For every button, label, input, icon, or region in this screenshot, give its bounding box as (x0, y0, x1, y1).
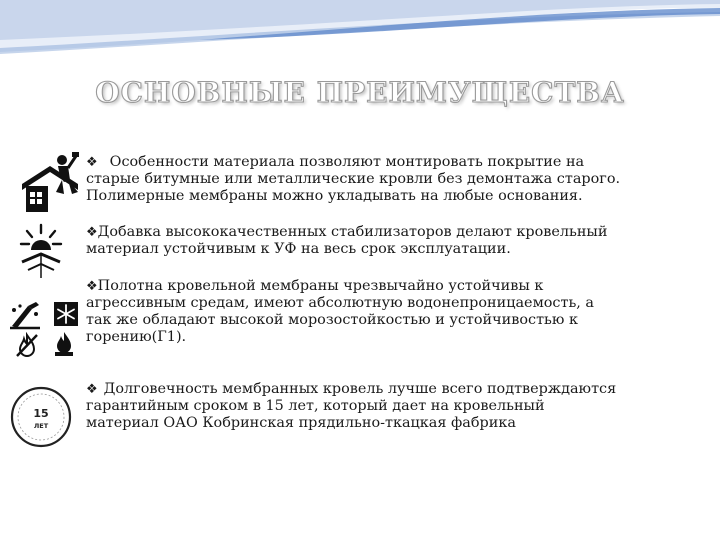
paragraph-line: старые битумные или металлические кровли без демонтажа старого. (86, 171, 621, 187)
paragraph-mounting (86, 154, 682, 205)
bullet-icon: ❖ (86, 279, 98, 294)
flame-icon (52, 330, 76, 358)
snowflake-icon (54, 302, 78, 326)
paragraph-line: ❖Полотна кровельной мембраны чрезвычайно устойчивы к (86, 278, 544, 294)
paragraph-line: ❖ Долговечность мембранных кровель лучше всего подтверждаются (86, 381, 617, 397)
bullet-icon: ❖ (86, 155, 98, 170)
paragraph-line: материал ОАО Кобринская прядильно-ткацкая фабрика (86, 415, 516, 431)
bullet-icon: ❖ (86, 382, 98, 397)
badge-unit: ЛЕТ (33, 422, 49, 430)
badge-number: 15 (33, 407, 49, 420)
paragraph-line: Полимерные мембраны можно укладывать на любые основания. (86, 188, 583, 204)
paragraph-line: агрессивным средам, имеют абсолютную водонепроницаемость, а (86, 295, 595, 311)
roofer-icon (20, 150, 80, 214)
warranty-badge-icon (10, 386, 72, 448)
no-fire-icon (14, 332, 40, 358)
paragraph-line: материал устойчивым к УФ на весь срок эксплуатации. (86, 241, 511, 257)
bullet-icon: ❖ (86, 225, 98, 240)
paragraph-resistance (86, 278, 682, 346)
paragraph-uv (86, 224, 682, 258)
sun-uv-icon (18, 222, 64, 280)
paragraph-line: ❖ Особенности материала позволяют монтировать покрытие на (86, 154, 585, 170)
paragraph-line: горению(Г1). (86, 329, 187, 345)
paragraph-line: ❖Добавка высококачественных стабилизаторов делают кровельный (86, 224, 608, 240)
chemical-resistance-icon (8, 300, 42, 330)
header-swoosh (0, 0, 720, 80)
paragraph-line: гарантийным сроком в 15 лет, который дает на кровельный (86, 398, 545, 414)
paragraph-warranty (86, 381, 682, 432)
paragraph-line: так же обладают высокой морозостойкостью и устойчивостью к (86, 312, 578, 328)
page-title: ОСНОВНЫЕ ПРЕИМУЩЕСТВА (95, 76, 625, 109)
